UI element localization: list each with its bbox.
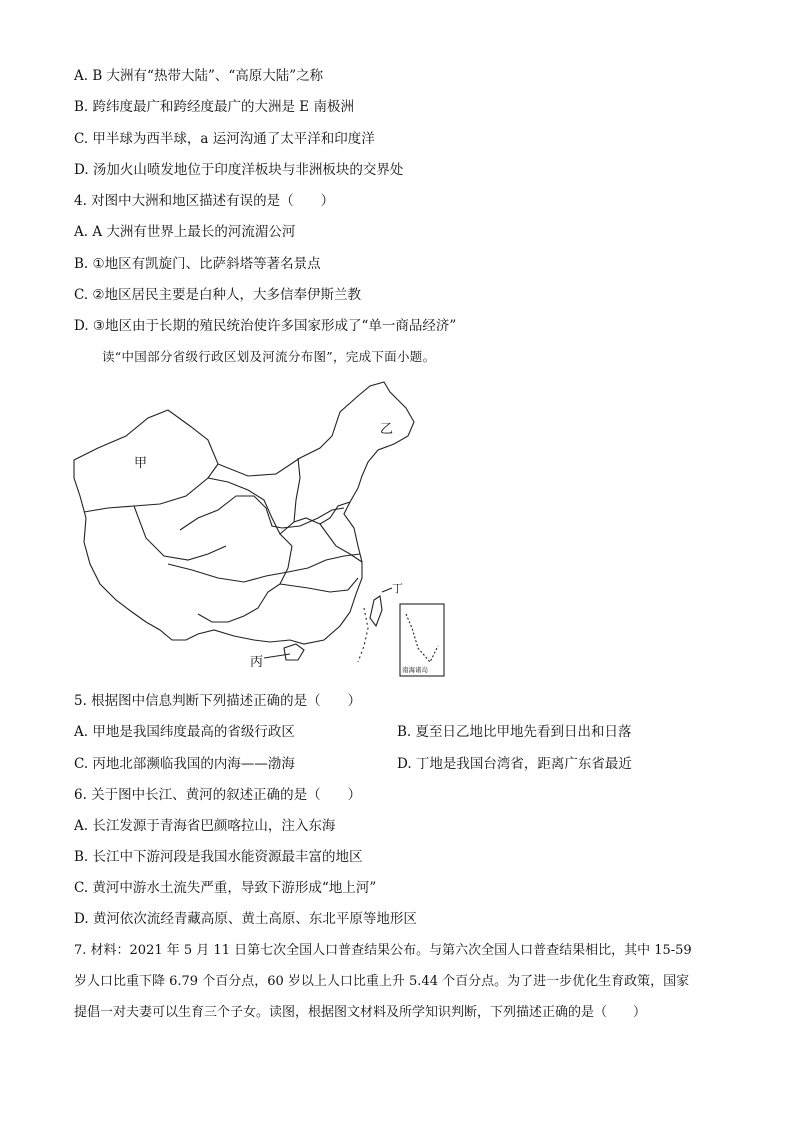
q5-stem: 5. 根据图中信息判断下列描述正确的是（ ） — [74, 693, 362, 709]
label-yi: 乙 — [380, 422, 394, 437]
q4-option-c: C. ②地区居民主要是白种人，大多信奉伊斯兰教 — [74, 287, 362, 303]
q7-line-2: 岁人口比重下降 6.79 个百分点，60 岁以上人口比重上升 5.44 个百分点。为了进一步优化生育政策，国家 — [74, 974, 690, 989]
q7-line-1: 7. 材料：2021 年 5 月 11 日第七次全国人口普查结果公布。与第六次全国人口普查结果相比，其中 15-59 — [74, 943, 692, 958]
label-bing: 丙 — [250, 655, 264, 670]
map-outline — [68, 378, 460, 680]
national-border — [74, 382, 414, 644]
q5-option-c: C. 丙地北部濒临我国的内海——渤海 — [74, 756, 295, 772]
province-border — [294, 458, 300, 522]
province-border — [84, 464, 218, 512]
q3-option-b: B. 跨纬度最广和跨经度最广的大洲是 E 南极洲 — [74, 99, 354, 115]
china-province-river-map — [68, 378, 460, 680]
q4-option-d: D. ③地区由于长期的殖民统治使许多国家形成了“单一商品经济” — [74, 318, 457, 334]
q5-option-d: D. 丁地是我国台湾省，距离广东省最近 — [397, 756, 632, 772]
q6-stem: 6. 关于图中长江、黄河的叙述正确的是（ ） — [74, 787, 362, 803]
q6-option-b: B. 长江中下游河段是我国水能资源最丰富的地区 — [74, 849, 363, 865]
label-jia: 甲 — [134, 456, 148, 471]
q3-option-a: A. B 大洲有“热带大陆”、“高原大陆”之称 — [74, 68, 324, 84]
q4-option-b: B. ①地区有凯旋门、比萨斜塔等著名景点 — [74, 256, 321, 272]
yellow-river — [180, 496, 344, 530]
q4-stem: 4. 对图中大洲和地区描述有误的是（ ） — [74, 193, 335, 209]
hainan-island — [284, 644, 304, 660]
province-border — [134, 506, 226, 560]
q6-option-a: A. 长江发源于青海省巴颜喀拉山，注入东海 — [74, 818, 336, 834]
q6-option-d: D. 黄河依次流经青藏高原、黄土高原、东北平原等地形区 — [74, 911, 417, 927]
q5-option-b: B. 夏至日乙地比甲地先看到日出和日落 — [397, 724, 632, 740]
province-border — [208, 478, 292, 546]
q3-option-c: C. 甲半球为西半球，a 运河沟通了太平洋和印度洋 — [74, 131, 375, 147]
q6-option-c: C. 黄河中游水土流失严重，导致下游形成“地上河” — [74, 880, 377, 896]
q7-line-3: 提倡一对夫妻可以生育三个子女。读图，根据图文材料及所学知识判断，下列描述正确的是（ ） — [74, 1005, 647, 1020]
q5-option-a: A. 甲地是我国纬度最高的省级行政区 — [74, 724, 295, 740]
province-border — [198, 546, 292, 622]
label-ding: 丁 — [392, 582, 403, 595]
province-border — [280, 578, 358, 592]
q3-option-d: D. 汤加火山喷发地位于印度洋板块与非洲板块的交界处 — [74, 162, 404, 178]
province-border — [280, 502, 350, 534]
taiwan-island — [370, 596, 382, 626]
q4-option-a: A. A 大洲有世界上最长的河流湄公河 — [74, 224, 296, 240]
inset-caption: 南海诸岛 — [402, 666, 428, 674]
coastline-dashes — [358, 608, 368, 662]
yangtze-river — [168, 554, 360, 582]
map-intro: 读“中国部分省级行政区划及河流分布图”，完成下面小题。 — [102, 349, 436, 364]
ding-leader-line — [382, 588, 392, 592]
